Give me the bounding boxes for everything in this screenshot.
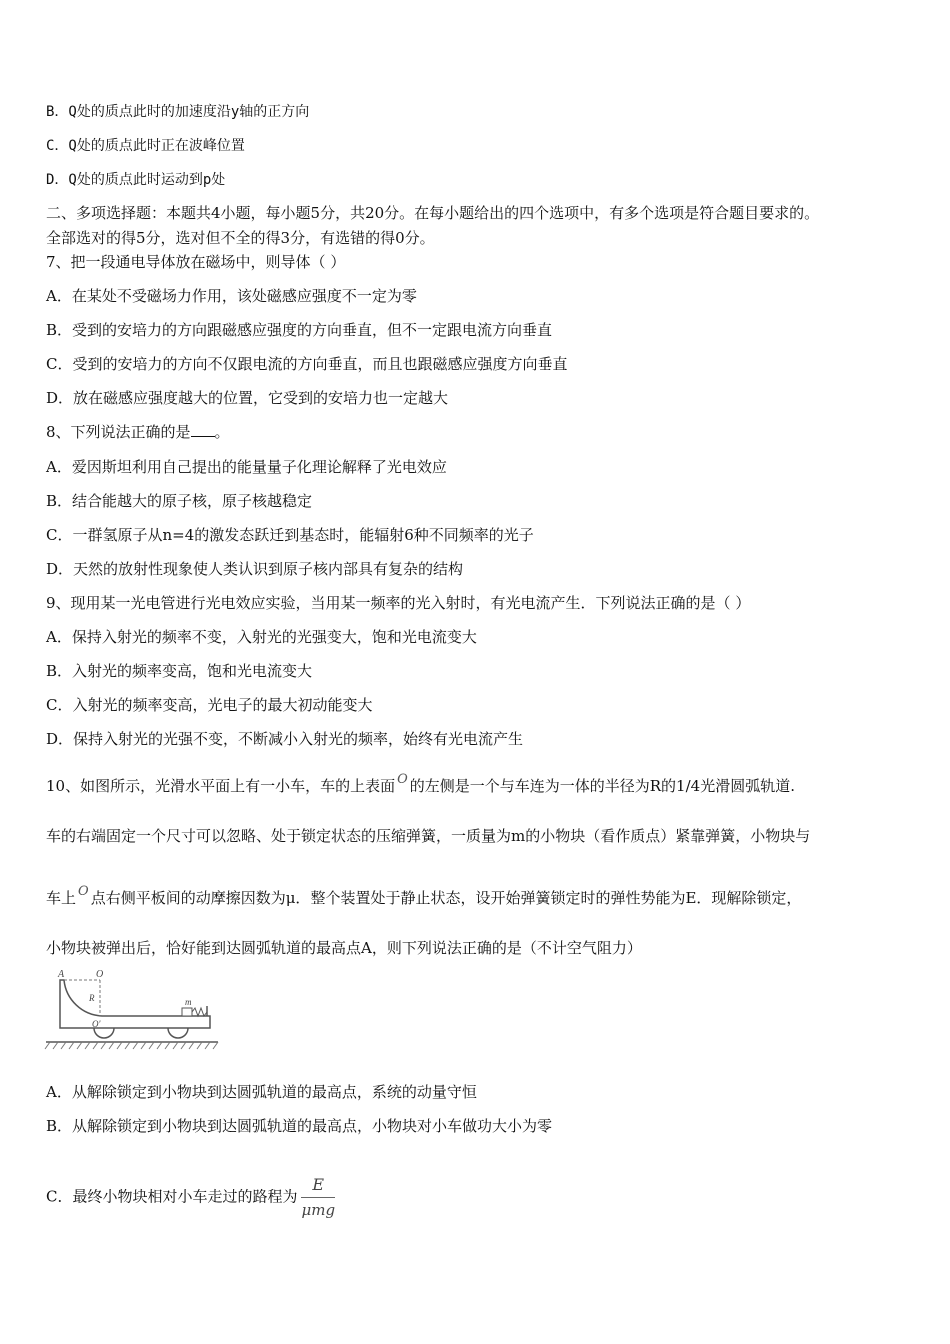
q10-line3-text: 车上 <box>46 889 77 907</box>
q8-option-d: D．天然的放射性现象使人类认识到原子核内部具有复杂的结构 <box>46 560 464 578</box>
q10-line4: 小物块被弹出后，恰好能到达圆弧轨道的最高点A，则下列说法正确的是（不计空气阻力） <box>46 939 642 957</box>
spring <box>192 1008 207 1016</box>
q8-option-a: A．爱因斯坦利用自己提出的能量量子化理论解释了光电效应 <box>46 458 447 476</box>
fraction-numerator: E <box>301 1175 335 1198</box>
wheel-left <box>94 1028 114 1038</box>
prev-option-b: B．Q处的质点此时的加速度沿y轴的正方向 <box>46 104 310 120</box>
q8-option-b: B．结合能越大的原子核，原子核越稳定 <box>46 492 313 510</box>
q10-line2: 车的右端固定一个尺寸可以忽略、处于锁定状态的压缩弹簧，一质量为m的小物块（看作质点）紧靠弹簧，小物块与 <box>46 827 811 845</box>
q9-stem: 9、现用某一光电管进行光电效应实验，当用某一频率的光入射时，有光电流产生．下列说法正确的是（ ） <box>46 594 751 612</box>
label-a: A <box>58 969 65 980</box>
answer-blank <box>191 422 215 437</box>
q10-option-b: B．从解除锁定到小物块到达圆弧轨道的最高点，小物块对小车做功大小为零 <box>46 1117 553 1135</box>
q9-option-a: A．保持入射光的频率不变，入射光的光强变大，饱和光电流变大 <box>46 628 477 646</box>
o-symbol: O <box>78 884 89 899</box>
label-m: m <box>185 997 192 1007</box>
label-o-prime: O' <box>92 1019 101 1029</box>
q8-option-c: C．一群氢原子从n=4的激发态跃迁到基态时，能辐射6种不同频率的光子 <box>46 526 534 544</box>
q8-stem <box>46 422 230 442</box>
ground-hatching <box>45 1042 218 1049</box>
q7-option-a: A．在某处不受磁场力作用，该处磁感应强度不一定为零 <box>46 287 417 305</box>
q7-stem: 7、把一段通电导体放在磁场中，则导体（ ） <box>46 253 346 271</box>
section-heading-line1: 二、多项选择题：本题共4小题，每小题5分，共20分。在每小题给出的四个选项中，有多个选项是符合题目要求的。 <box>46 204 820 222</box>
q10-option-c <box>46 1175 335 1220</box>
q9-option-c: C．入射光的频率变高，光电子的最大初动能变大 <box>46 696 373 714</box>
q10-option-a: A．从解除锁定到小物块到达圆弧轨道的最高点，系统的动量守恒 <box>46 1083 477 1101</box>
q7-option-c: C．受到的安培力的方向不仅跟电流的方向垂直，而且也跟磁感应强度方向垂直 <box>46 355 568 373</box>
q10-line3 <box>46 884 802 910</box>
prev-option-c: C．Q处的质点此时正在波峰位置 <box>46 138 245 154</box>
prev-option-d: D．Q处的质点此时运动到p处 <box>46 172 226 188</box>
q8-stem-end: 。 <box>214 423 230 441</box>
q10-line3-text-end: 点右侧平板间的动摩擦因数为μ．整个装置处于静止状态，设开始弹簧锁定时的弹性势能为E．现解除锁定， <box>90 889 802 907</box>
q7-option-b: B．受到的安培力的方向跟磁感应强度的方向垂直，但不一定跟电流方向垂直 <box>46 321 553 339</box>
label-r: R <box>89 993 95 1003</box>
block-m <box>182 1008 192 1016</box>
fraction <box>301 1175 335 1220</box>
wheel-right <box>168 1028 188 1038</box>
q10-line1-text: 10、如图所示，光滑水平面上有一小车，车的上表面 <box>46 777 396 795</box>
q9-option-d: D．保持入射光的光强不变，不断减小入射光的频率，始终有光电流产生 <box>46 730 524 748</box>
q8-stem-text: 8、下列说法正确的是 <box>46 423 191 441</box>
fraction-denominator: μmg <box>301 1201 336 1219</box>
cart-diagram <box>44 966 220 1052</box>
section-heading-line2: 全部选对的得5分，选对但不全的得3分，有选错的得0分。 <box>46 229 435 247</box>
label-o: O <box>96 969 104 980</box>
q7-option-d: D．放在磁感应强度越大的位置，它受到的安培力也一定越大 <box>46 389 449 407</box>
q10-option-c-text: C．最终小物块相对小车走过的路程为 <box>46 1187 298 1206</box>
o-symbol: O <box>397 772 408 787</box>
q10-line1 <box>46 772 795 798</box>
q9-option-b: B．入射光的频率变高，饱和光电流变大 <box>46 662 313 680</box>
q10-line1-text-end: 的左侧是一个与车连为一体的半径为R的1/4光滑圆弧轨道. <box>409 777 795 795</box>
